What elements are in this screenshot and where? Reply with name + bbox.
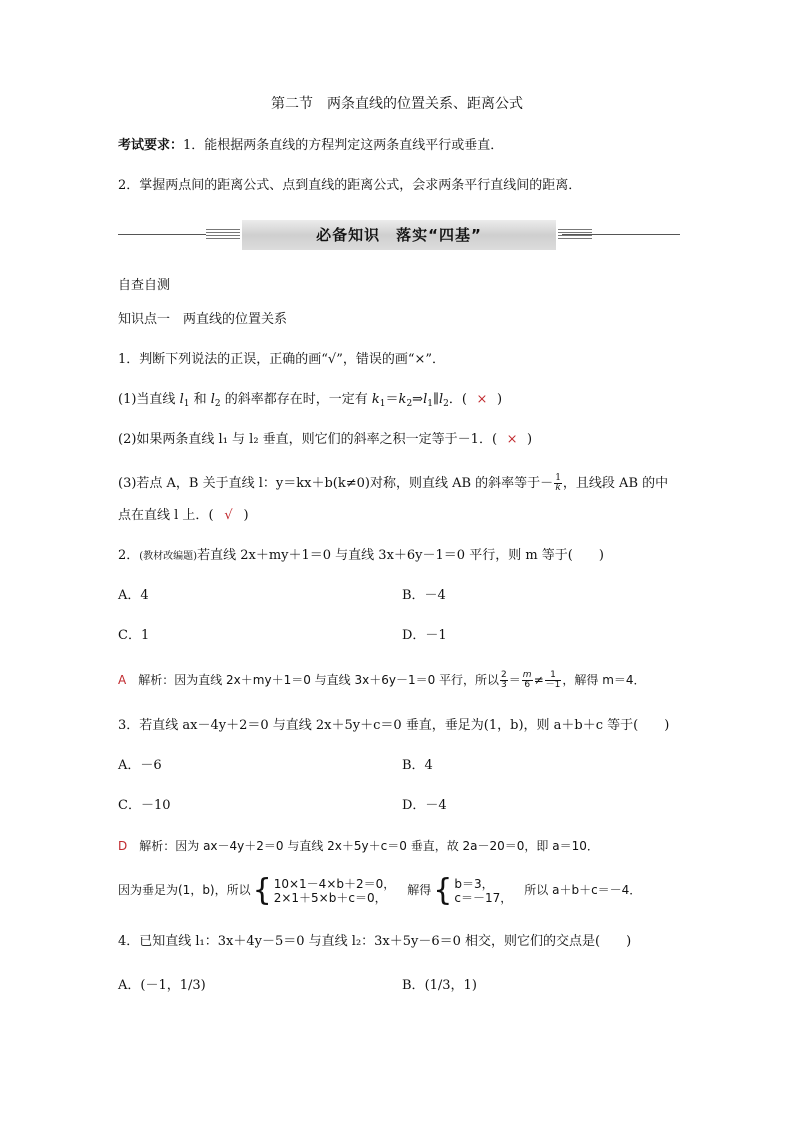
q2-tag: (教材改编题) [139, 551, 198, 562]
q2-fraction-3: $\frac{1}{-1}$ [545, 670, 561, 690]
q3-brace-1: { [252, 872, 272, 908]
q2-stem-text: 若直线 2x＋my＋1＝0 与直线 3x＋6y－1＝0 平行，则 m 等于( ) [197, 548, 604, 563]
q3-stem: 3．若直线 ax－4y＋2＝0 与直线 2x＋5y＋c＝0 垂直，垂足为(1，b)，则 a＋b＋c 等于( ) [118, 718, 670, 733]
q2-analysis-text-a: 解析：因为直线 2x＋my＋1＝0 与直线 3x＋6y－1＝0 平行，所以 [138, 673, 500, 687]
q3-option-c: C．－10 [118, 798, 171, 813]
q2-stem [118, 546, 604, 567]
q1-s3-text-a: (3)若点 A，B 关于直线 l：y＝kx＋b(k≠0)对称，则直线 AB 的斜率等于－ [118, 476, 554, 491]
q3-option-a: A．－6 [118, 758, 162, 773]
q2-option-d: D．－1 [402, 628, 447, 643]
q3-analysis-text-2b: 解得 [407, 883, 432, 897]
q2-option-b: B．－4 [402, 588, 446, 603]
q3-brace-2: { [433, 872, 453, 908]
q2-fraction-2: $\frac{m}{6}$ [522, 670, 532, 690]
page-title: 第二节 两条直线的位置关系、距离公式 [271, 96, 523, 112]
q3-system-1-line-1: 10×1－4×b＋2＝0， [273, 876, 396, 891]
knowledge-point-heading: 知识点一 两直线的位置关系 [118, 312, 288, 327]
q3-system-2-line-1: b＝3， [454, 876, 494, 891]
q2-analysis: A 解析：因为直线 2x＋my＋1＝0 与直线 3x＋6y－1＝0 平行，所以 $\frac{2}{3}$ ＝ $\frac{m}{6}$ ≠ $\frac{1}{-1}$ ，解得 m＝4． [118, 670, 646, 690]
q4-option-a-value: (－1，1/3) [140, 978, 206, 993]
q4-option-b-value: (1/3，1) [424, 978, 477, 993]
q4-option-b-label: B． [402, 978, 425, 993]
q1-s1-text-a: (1)当直线 [118, 392, 180, 407]
q1-s1-text-c: 的斜率都存在时，一定有 [220, 392, 372, 407]
q2-answer: A [118, 673, 127, 687]
q3-analysis-text-1: 解析：因为 ax－4y＋2＝0 与直线 2x＋5y＋c＝0 垂直，故 2a－20＝0，即 a＝10． [139, 839, 599, 853]
q4-option-a [118, 976, 206, 996]
q1-s1-text-b: 和 [189, 392, 211, 407]
self-check-text: 自查自测 [118, 278, 171, 293]
banner-right-rule [562, 234, 680, 235]
q1-statement-3 [118, 474, 668, 494]
q3-system-1-line-2: 2×1＋5×b＋c＝0， [273, 890, 387, 905]
section-banner [118, 220, 680, 250]
q1-s1-mark: × [476, 392, 488, 407]
q3-option-b: B．4 [402, 758, 433, 773]
q1-statement-2: (2)如果两条直线 l₁ 与 l₂ 垂直，则它们的斜率之积一定等于－1．( × ) [118, 432, 533, 447]
banner-left-stripes [206, 229, 240, 240]
q2-number: 2． [118, 548, 140, 563]
q1-statement-1: (1)当直线 $l_1$ 和 $l_2$ 的斜率都存在时，一定有 $k_1=k_2\Rightarrow l_1\parallel l_2$．( × ) [118, 392, 503, 409]
q4-stem: 4．已知直线 l₁：3x＋4y－5＝0 与直线 l₂：3x＋5y－6＝0 相交，则它们的交点是( ) [118, 934, 632, 949]
q4-option-a-label: A． [118, 978, 141, 993]
q1-s3-text-c: 点在直线 l 上． [118, 508, 209, 523]
q2-option-c: C．1 [118, 628, 150, 643]
q3-analysis-text-2c: 所以 a＋b＋c＝－4． [524, 883, 642, 897]
q1-s2-mark: × [506, 432, 518, 447]
q3-option-d: D．－4 [402, 798, 447, 813]
q3-system-1 [274, 877, 396, 905]
requirement-2: 2．掌握两点间的距离公式、点到直线的距离公式，会求两条平行直线间的距离． [118, 178, 582, 193]
q3-answer: D [118, 839, 128, 853]
q3-analysis-2 [118, 874, 641, 906]
q3-system-2-line-2: c＝－17， [454, 890, 513, 905]
q1-s3-mark: √ [224, 508, 233, 523]
exam-requirements [118, 136, 503, 156]
q4-option-b [402, 976, 477, 996]
q2-fraction-1: $\frac{2}{3}$ [501, 670, 507, 690]
q3-system-2 [454, 877, 512, 905]
requirement-1: 1．能根据两条直线的方程判定这两条直线平行或垂直． [183, 138, 504, 153]
q3-analysis-text-2a: 因为垂足为(1，b)，所以 [118, 883, 251, 897]
q2-analysis-text-b: ，解得 m＝4． [562, 673, 646, 687]
q1-s2-text: (2)如果两条直线 l₁ 与 l₂ 垂直，则它们的斜率之积一定等于－1． [118, 432, 492, 447]
exam-requirements-label: 考试要求： [118, 138, 184, 153]
q1-stem: 1．判断下列说法的正误，正确的画“√”，错误的画“×”． [118, 352, 446, 367]
q1-s3-fraction: $\frac{1}{k}$ [555, 473, 561, 493]
q2-option-a: A．4 [118, 588, 149, 603]
self-check-heading [118, 276, 170, 296]
q1-statement-3-cont: 点在直线 l 上．( √ ) [118, 508, 249, 523]
q1-s3-text-b: ，且线段 AB 的中 [562, 476, 669, 491]
q3-analysis-1 [118, 836, 599, 856]
banner-title: 必备知识 落实“四基” [242, 220, 556, 250]
